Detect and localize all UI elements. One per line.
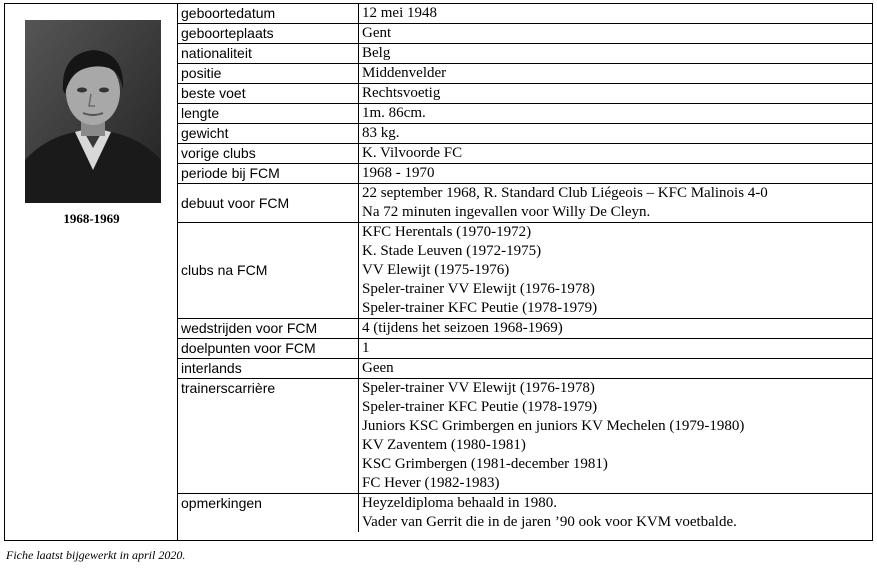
photo-caption: 1968-1969 — [63, 211, 120, 226]
info-row — [178, 379, 873, 494]
field-value-line: Speler-trainer KFC Peutie (1978-1979) — [362, 399, 598, 415]
info-row — [178, 184, 873, 223]
field-value — [359, 379, 874, 494]
field-value-line: 83 kg. — [362, 125, 400, 141]
field-value-line: K. Stade Leuven (1972-1975) — [362, 243, 542, 259]
field-label: geboorteplaats — [178, 24, 359, 44]
field-value — [359, 4, 874, 24]
field-value-line: Speler-trainer VV Elewijt (1976-1978) — [362, 281, 595, 297]
field-value — [359, 144, 874, 164]
info-row — [178, 339, 873, 359]
field-value-line: VV Elewijt (1975-1976) — [362, 262, 510, 278]
info-row — [178, 359, 873, 379]
field-value-line: 4 (tijdens het seizoen 1968-1969) — [362, 320, 563, 336]
field-value-line: FC Hever (1982-1983) — [362, 475, 500, 491]
info-row — [178, 319, 873, 339]
field-value — [359, 223, 874, 319]
info-row — [178, 164, 873, 184]
field-value — [359, 494, 874, 533]
field-value — [359, 124, 874, 144]
field-value-line: Rechtsvoetig — [362, 85, 441, 101]
field-label: doelpunten voor FCM — [178, 339, 359, 359]
info-row — [178, 4, 873, 24]
field-value — [359, 339, 874, 359]
field-value — [359, 319, 874, 339]
field-label: trainerscarrière — [178, 379, 359, 494]
field-value-line: Belg — [362, 45, 391, 61]
footnote: Fiche laatst bijgewerkt in april 2020. — [6, 548, 186, 562]
field-value — [359, 359, 874, 379]
field-value-line: K. Vilvoorde FC — [362, 145, 463, 161]
field-value-line: Geen — [362, 360, 394, 376]
field-value-line: Speler-trainer KFC Peutie (1978-1979) — [362, 300, 598, 316]
field-value-line: 22 september 1968, R. Standard Club Liégeois – KFC Malinois 4-0 — [362, 185, 768, 201]
field-value-line: Speler-trainer VV Elewijt (1976-1978) — [362, 380, 595, 396]
field-value-line: Heyzeldiploma behaald in 1980. — [362, 495, 557, 511]
info-row — [178, 144, 873, 164]
field-label: debuut voor FCM — [178, 184, 359, 223]
field-value — [359, 104, 874, 124]
field-value-line: 1m. 86cm. — [362, 105, 426, 121]
field-value-line: KV Zaventem (1980-1981) — [362, 437, 526, 453]
field-label: periode bij FCM — [178, 164, 359, 184]
field-value-line: Middenvelder — [362, 65, 447, 81]
field-value-line: Na 72 minuten ingevallen voor Willy De Cleyn. — [362, 204, 651, 220]
field-label: beste voet — [178, 84, 359, 104]
field-value-line: KFC Herentals (1970-1972) — [362, 224, 532, 240]
field-value — [359, 84, 874, 104]
info-row — [178, 24, 873, 44]
field-label: gewicht — [178, 124, 359, 144]
field-value — [359, 24, 874, 44]
field-label: vorige clubs — [178, 144, 359, 164]
player-fiche — [4, 3, 873, 541]
field-label: geboortedatum — [178, 4, 359, 24]
player-photo — [25, 20, 161, 203]
info-row — [178, 104, 873, 124]
info-row — [178, 124, 873, 144]
field-value-line: 1968 - 1970 — [362, 165, 435, 181]
info-row — [178, 494, 873, 533]
field-label: nationaliteit — [178, 44, 359, 64]
field-value-line: 1 — [362, 340, 370, 356]
info-row — [178, 223, 873, 319]
field-value — [359, 44, 874, 64]
field-label: opmerkingen — [178, 494, 359, 533]
field-label: positie — [178, 64, 359, 84]
field-value-line: KSC Grimbergen (1981-december 1981) — [362, 456, 608, 472]
field-value-line: Juniors KSC Grimbergen en juniors KV Mechelen (1979-1980) — [362, 418, 745, 434]
field-label: lengte — [178, 104, 359, 124]
field-value-line: Gent — [362, 25, 392, 41]
field-value — [359, 184, 874, 223]
info-row — [178, 64, 873, 84]
field-value-line: 12 mei 1948 — [362, 5, 437, 21]
info-row — [178, 44, 873, 64]
field-value-line: Vader van Gerrit die in de jaren ’90 ook voor KVM voetbalde. — [362, 514, 737, 530]
field-value — [359, 64, 874, 84]
field-value — [359, 164, 874, 184]
info-table — [178, 4, 873, 532]
photo-cell — [5, 4, 178, 540]
field-label: interlands — [178, 359, 359, 379]
info-row — [178, 84, 873, 104]
field-label: clubs na FCM — [178, 223, 359, 319]
field-label: wedstrijden voor FCM — [178, 319, 359, 339]
